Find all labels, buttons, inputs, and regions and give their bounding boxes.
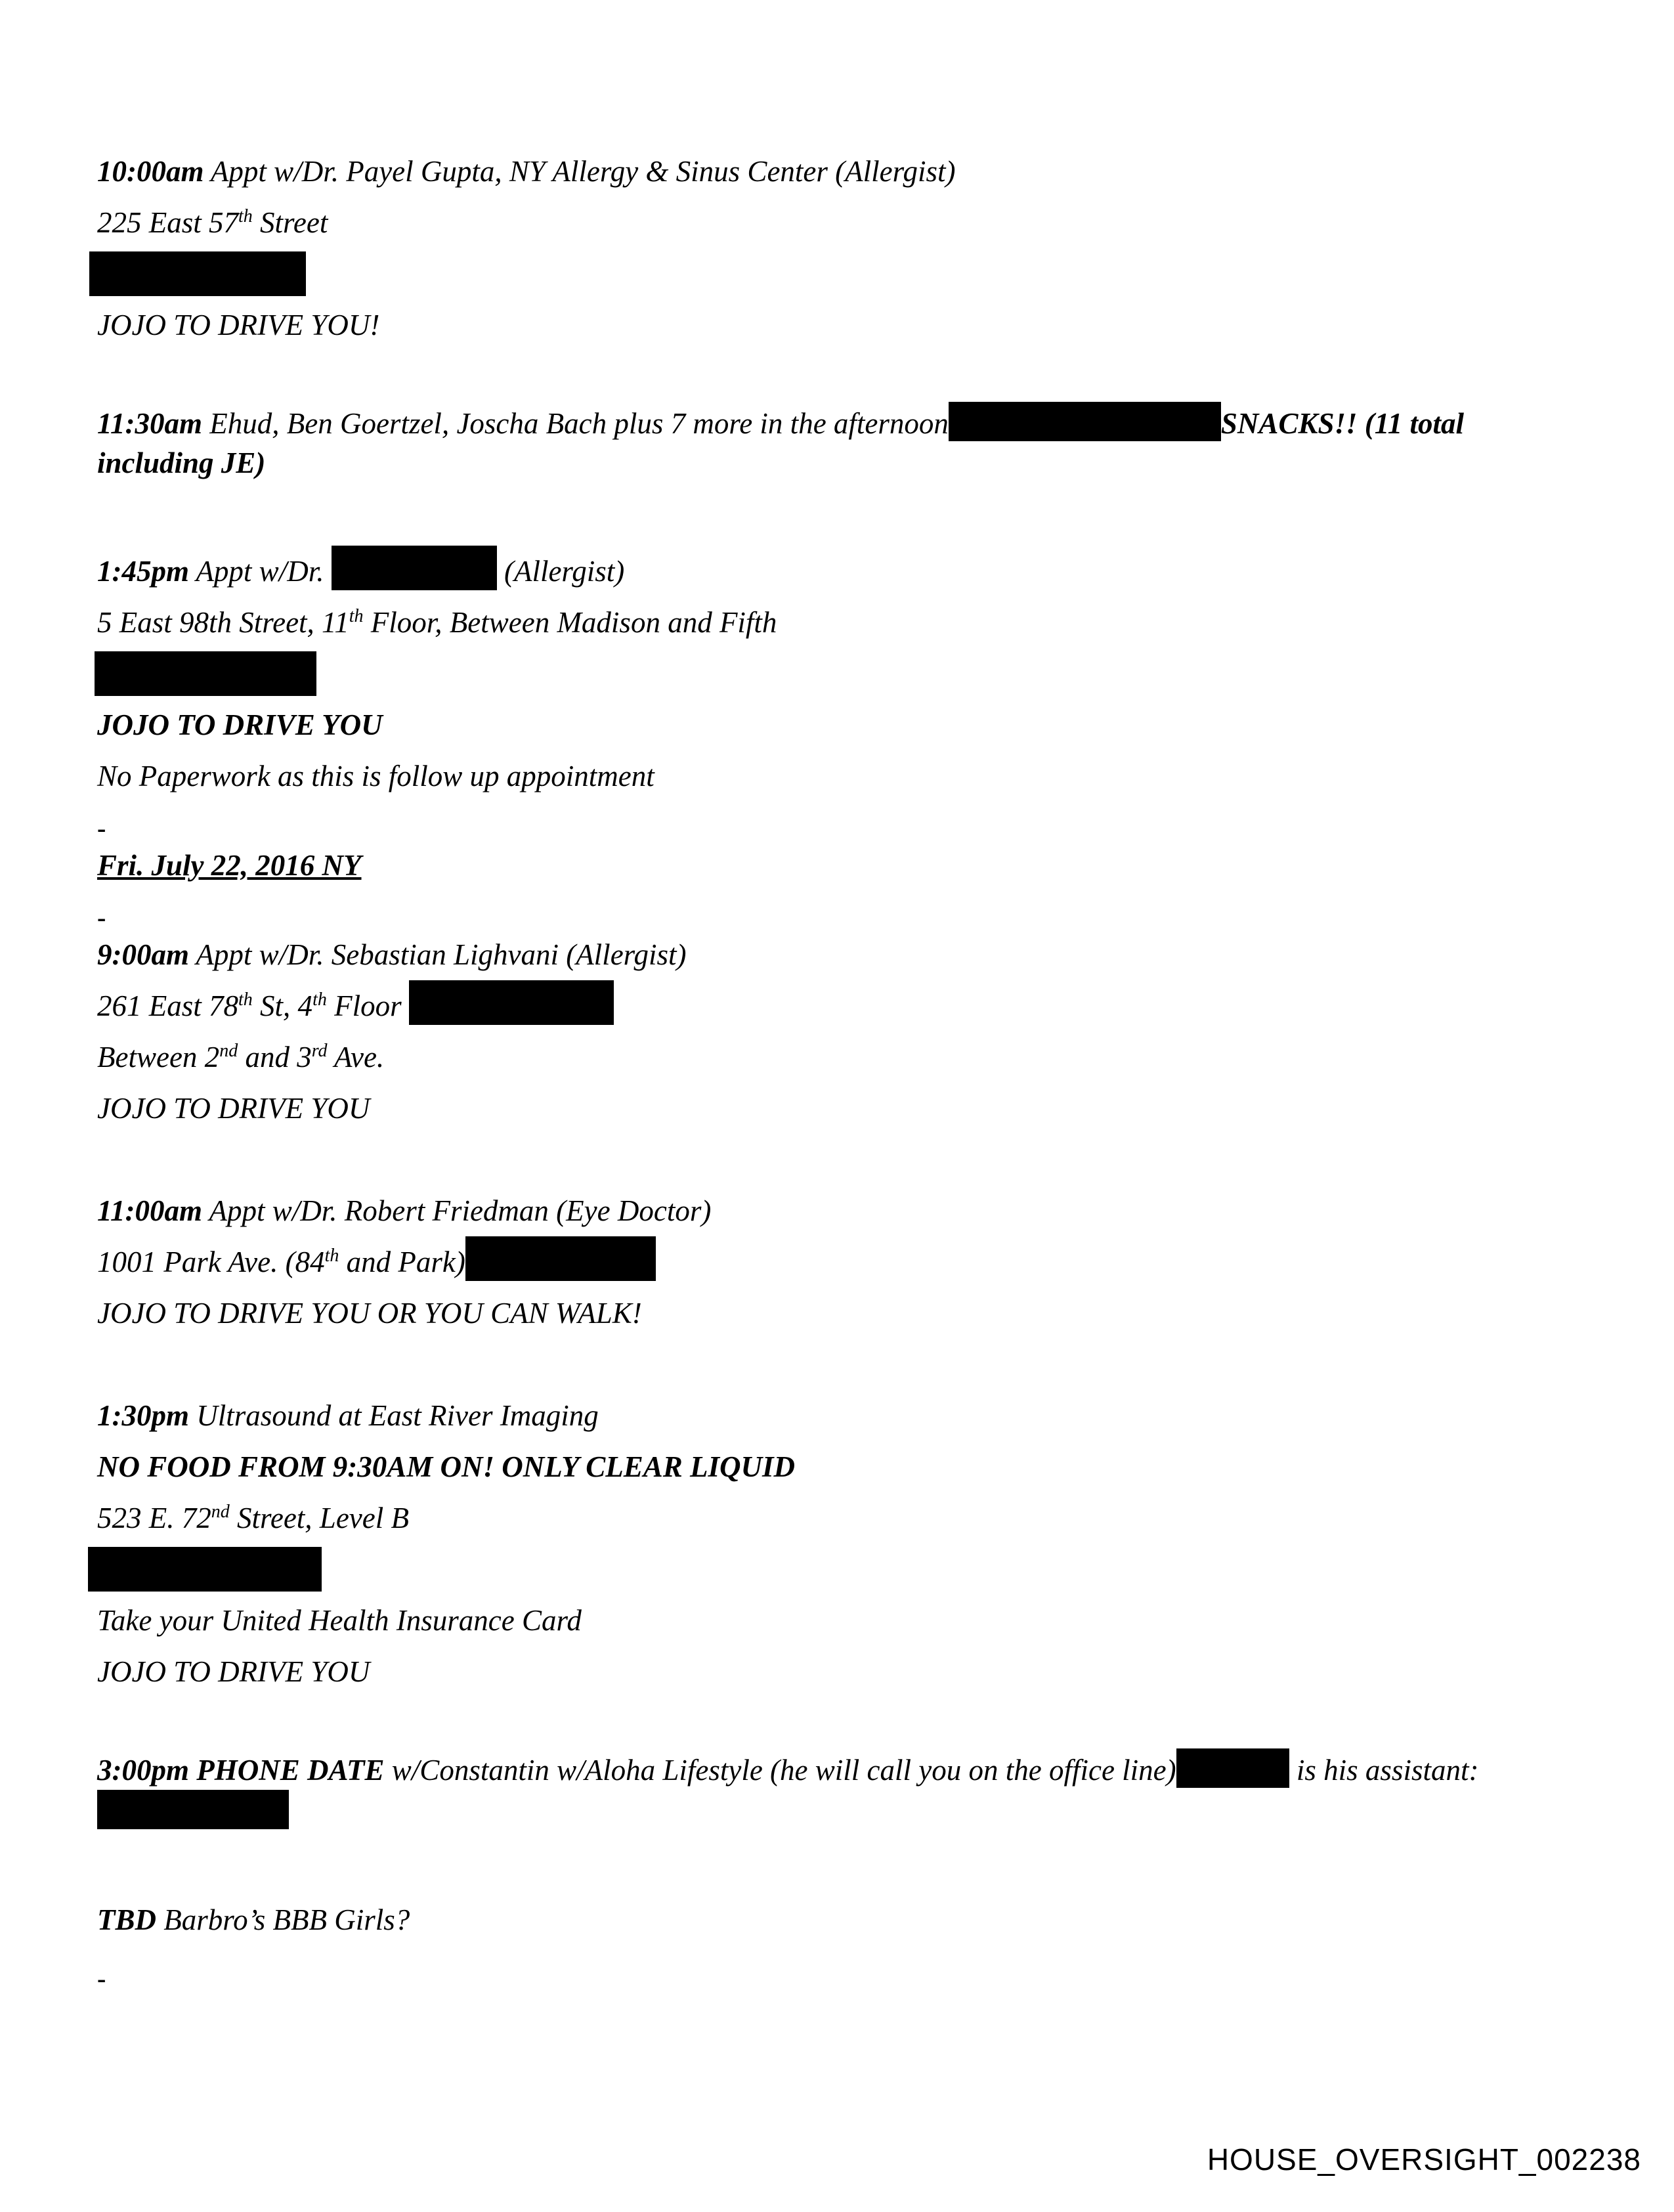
entry-1000am-line: [97, 146, 1568, 197]
dash-text: -: [97, 1964, 106, 1993]
entry-130pm-line: [97, 1390, 1568, 1441]
entry-time: 3:00pm PHONE DATE: [97, 1754, 385, 1787]
entry-description: w/Constantin w/Aloha Lifestyle (he will call you on the office line): [384, 1754, 1176, 1787]
redaction-bar: [465, 1236, 656, 1281]
date-heading-text: Fri. July 22, 2016 NY: [97, 849, 362, 882]
address-text: Between 2: [97, 1041, 220, 1073]
separator-dash: [97, 1952, 1568, 2005]
entry-time: 11:00am: [97, 1194, 203, 1227]
redaction-bar: [409, 980, 614, 1025]
redaction-bar: [949, 402, 1221, 441]
ordinal-suffix: th: [324, 1246, 339, 1266]
entry-145pm-line: [97, 546, 1568, 597]
entry-145pm-address: [97, 597, 1568, 648]
entry-time: 10:00am: [97, 155, 204, 188]
entry-description: Appt w/Dr.: [189, 555, 324, 588]
entry-1100am-line: [97, 1185, 1568, 1236]
entry-time: 11:30am: [97, 407, 203, 440]
redaction-bar: [95, 651, 316, 696]
entry-tbd-line: [97, 1894, 1568, 1945]
address-text: 225 East 57: [97, 206, 239, 239]
entry-description: Ehud, Ben Goertzel, Joscha Bach plus 7 more in the afternoon: [202, 407, 949, 440]
entry-description: Ultrasound at East River Imaging: [189, 1399, 599, 1432]
ordinal-suffix: th: [312, 989, 327, 1010]
entry-time: 9:00am: [97, 938, 189, 971]
ordinal-suffix: th: [349, 606, 364, 626]
address-text: Floor, Between Madison and Fifth: [363, 606, 777, 639]
entry-1100am-address: [97, 1236, 1568, 1288]
address-text: and 3: [238, 1041, 312, 1073]
address-text: and Park): [339, 1246, 465, 1278]
entry-900am-line: [97, 929, 1568, 980]
schedule-document: [97, 146, 1568, 2005]
redaction-bar: [332, 546, 497, 590]
driver-note: JOJO TO DRIVE YOU: [97, 1655, 370, 1688]
entry-130pm-address: [97, 1492, 1568, 1544]
entry-description: Barbro’s BBB Girls?: [156, 1903, 410, 1936]
bates-number: HOUSE_OVERSIGHT_002238: [1207, 2142, 1641, 2177]
redaction-bar: [97, 1790, 289, 1829]
entry-time: 1:30pm: [97, 1399, 189, 1432]
ordinal-suffix: rd: [311, 1041, 328, 1061]
driver-note: JOJO TO DRIVE YOU!: [97, 309, 380, 341]
entry-description: Appt w/Dr. Payel Gupta, NY Allergy & Sinus Center (Allergist): [204, 155, 956, 188]
address-text: Floor: [326, 989, 402, 1022]
redaction-bar: [88, 1547, 322, 1592]
ordinal-suffix: th: [238, 206, 253, 227]
food-warning-text: NO FOOD FROM 9:30AM ON! ONLY CLEAR LIQUID: [97, 1450, 795, 1483]
address-text: 5 East 98th Street, 11: [97, 606, 349, 639]
dash-text: -: [97, 903, 106, 932]
redaction-bar: [89, 251, 306, 296]
entry-300pm-line: [97, 1748, 1561, 1831]
entry-1130am-line: [97, 402, 1561, 483]
dash-text: -: [97, 813, 106, 843]
driver-note: JOJO TO DRIVE YOU OR YOU CAN WALK!: [97, 1297, 642, 1330]
address-text: Street: [252, 206, 328, 239]
entry-900am-address: [97, 980, 1568, 1031]
address-text: 1001 Park Ave. (84: [97, 1246, 325, 1278]
date-heading: [97, 840, 1568, 891]
insurance-note: Take your United Health Insurance Card: [97, 1604, 582, 1637]
paperwork-note: No Paperwork as this is follow up appointment: [97, 760, 655, 792]
food-warning: [97, 1441, 1568, 1492]
ordinal-suffix: nd: [211, 1502, 230, 1522]
entry-time: 1:45pm: [97, 555, 189, 588]
ordinal-suffix: nd: [219, 1041, 238, 1061]
driver-note-text: JOJO TO DRIVE YOU: [97, 708, 383, 741]
address-text: Ave.: [327, 1041, 385, 1073]
driver-note: [97, 699, 1568, 750]
address-text: 523 E. 72: [97, 1502, 211, 1534]
redaction-bar: [1176, 1748, 1289, 1788]
entry-1000am-address: [97, 197, 1568, 248]
entry-description: Appt w/Dr. Robert Friedman (Eye Doctor): [202, 1194, 712, 1227]
entry-900am-cross-streets: [97, 1031, 1568, 1083]
ordinal-suffix: th: [238, 989, 253, 1010]
entry-label: TBD: [97, 1903, 156, 1936]
entry-description: is his assistant:: [1289, 1754, 1479, 1787]
snacks-note: SNACKS!! (11 total including JE): [97, 407, 1465, 479]
entry-description: Appt w/Dr. Sebastian Lighvani (Allergist): [189, 938, 687, 971]
address-text: 261 East 78: [97, 989, 239, 1022]
driver-note: JOJO TO DRIVE YOU: [97, 1092, 370, 1125]
address-text: St, 4: [252, 989, 313, 1022]
entry-specialty: (Allergist): [496, 555, 625, 588]
address-text: Street, Level B: [229, 1502, 409, 1534]
